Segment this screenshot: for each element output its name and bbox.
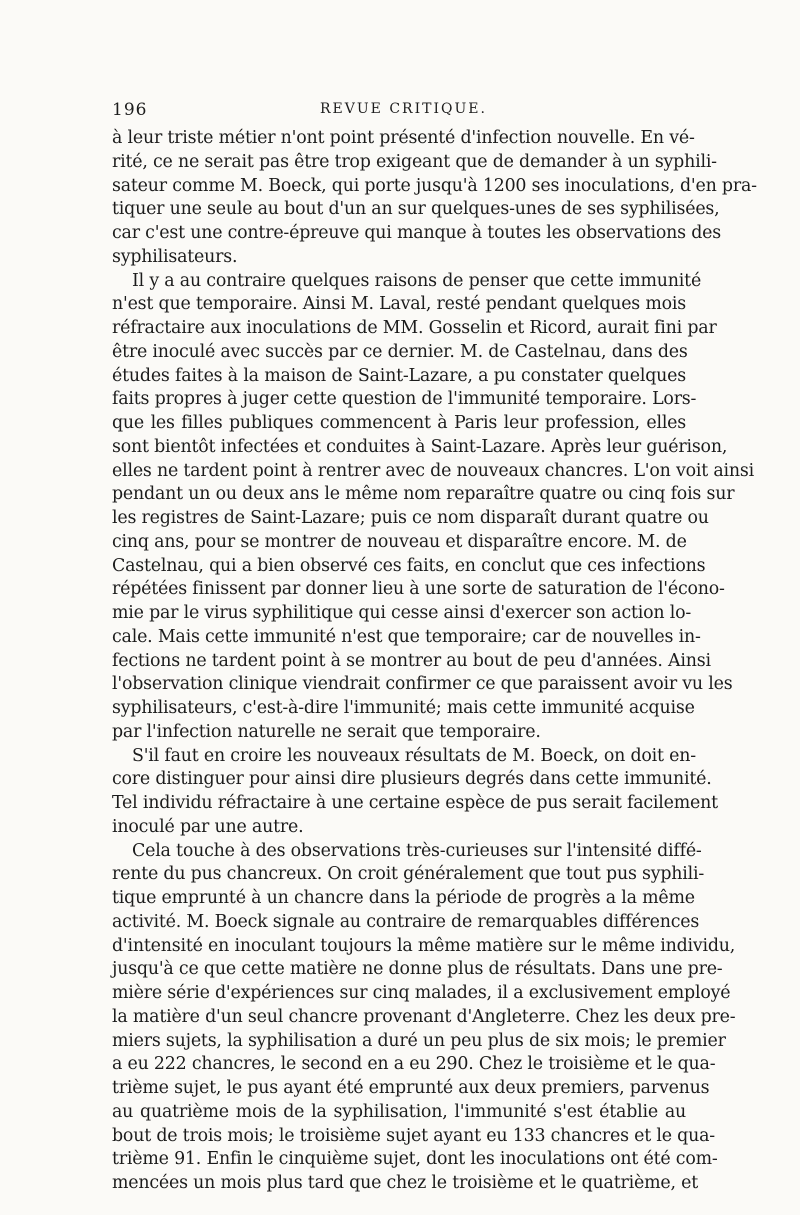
text-line: jusqu'à ce que cette matière ne donne plus de résultats. Dans une pre- [112, 959, 723, 980]
text-line: la matière d'un seul chancre provenant d'Angleterre. Chez les deux pre- [112, 1006, 736, 1027]
text-line: syphilisateurs. [112, 246, 238, 267]
text-line: bout de trois mois; le troisième sujet ayant eu 133 chancres et le qua- [112, 1125, 715, 1146]
text-line: Tel individu réfractaire à une certaine espèce de pus serait facilement [112, 793, 718, 813]
text-line: a eu 222 chancres, le second en a eu 290. Chez le troisième et le qua- [112, 1054, 716, 1075]
text-line: au quatrième mois de la syphilisation, l'immunité s'est établie au [112, 1101, 686, 1122]
text-line: tique emprunté à un chancre dans la période de progrès a la même [112, 888, 695, 908]
text-line: elles ne tardent point à rentrer avec de nouveaux chancres. L'on voit ainsi [112, 460, 754, 481]
text-line: rité, ce ne serait pas être trop exigeant que de demander à un syphili- [112, 151, 717, 172]
text-line: mière série d'expériences sur cinq malades, il a exclusivement employé [112, 983, 731, 1003]
text-line: inoculé par une autre. [112, 816, 304, 837]
text-line: fections ne tardent point à se montrer au bout de peu d'années. Ainsi [112, 650, 711, 671]
text-line: réfractaire aux inoculations de MM. Gosselin et Ricord, aurait fini par [112, 318, 717, 338]
text-line: cale. Mais cette immunité n'est que temporaire; car de nouvelles in- [112, 626, 701, 647]
text-line: sateur comme M. Boeck, qui porte jusqu'à 1200 ses inoculations, d'en pra- [112, 175, 757, 196]
text-line: Castelnau, qui a bien observé ces faits, en conclut que ces infections [112, 555, 706, 576]
page-number: 196 [112, 100, 148, 120]
text-line: être inoculé avec succès par ce dernier. M. de Castelnau, dans des [112, 341, 688, 362]
text-line: syphilisateurs, c'est-à-dire l'immunité; mais cette immunité acquise [112, 698, 695, 718]
text-line: Cela touche à des observations très-curieuses sur l'intensité diffé- [132, 840, 702, 861]
body-text [112, 127, 757, 1196]
text-line: pendant un ou deux ans le même nom reparaître quatre ou cinq fois sur [112, 484, 735, 505]
text-line: n'est que temporaire. Ainsi M. Laval, resté pendant quelques mois [112, 294, 686, 315]
text-line: tiquer une seule au bout d'un an sur quelques-unes de ses syphilisées, [112, 199, 720, 220]
text-line: activité. M. Boeck signale au contraire de remarquables différences [112, 911, 700, 932]
text-line: par l'infection naturelle ne serait que temporaire. [112, 721, 541, 742]
text-line: à leur triste métier n'ont point présenté d'infection nouvelle. En vé- [112, 128, 695, 148]
text-line: faits propres à juger cette question de l'immunité temporaire. Lors- [112, 389, 697, 410]
text-line: core distinguer pour ainsi dire plusieurs degrés dans cette immunité. [112, 769, 712, 790]
text-line: car c'est une contre-épreuve qui manque à toutes les observations des [112, 223, 721, 243]
text-line: mencées un mois plus tard que chez le troisième et le quatrième, et [112, 1173, 698, 1193]
running-head [112, 100, 688, 124]
text-line: les registres de Saint-Lazare; puis ce nom disparaît durant quatre ou [112, 508, 709, 528]
text-line: répétées finissent par donner lieu à une sorte de saturation de l'écono- [112, 579, 725, 600]
text-line: rente du pus chancreux. On croit généralement que tout pus syphili- [112, 864, 705, 885]
text-line: d'intensité en inoculant toujours la même matière sur le même individu, [112, 935, 736, 956]
text-line: cinq ans, pour se montrer de nouveau et disparaître encore. M. de [112, 531, 687, 552]
text-line: l'observation clinique viendrait confirmer ce que paraissent avoir vu les [112, 674, 733, 695]
text-line: trième 91. Enfin le cinquième sujet, dont les inoculations ont été com- [112, 1149, 718, 1170]
text-line: trième sujet, le pus ayant été emprunté aux deux premiers, parvenus [112, 1078, 710, 1098]
text-line: sont bientôt infectées et conduites à Saint-Lazare. Après leur guérison, [112, 436, 728, 457]
text-line: miers sujets, la syphilisation a duré un peu plus de six mois; le premier [112, 1030, 726, 1051]
text-line: Il y a au contraire quelques raisons de penser que cette immunité [132, 270, 702, 291]
text-line: mie par le virus syphilitique qui cesse ainsi d'exercer son action lo- [112, 603, 692, 623]
running-title: REVUE CRITIQUE. [320, 101, 487, 117]
text-line: S'il faut en croire les nouveaux résultats de M. Boeck, on doit en- [132, 745, 696, 766]
text-line: études faites à la maison de Saint-Lazare, a pu constater quelques [112, 365, 686, 386]
text-line: que les filles publiques commencent à Paris leur profession, elles [112, 413, 686, 433]
